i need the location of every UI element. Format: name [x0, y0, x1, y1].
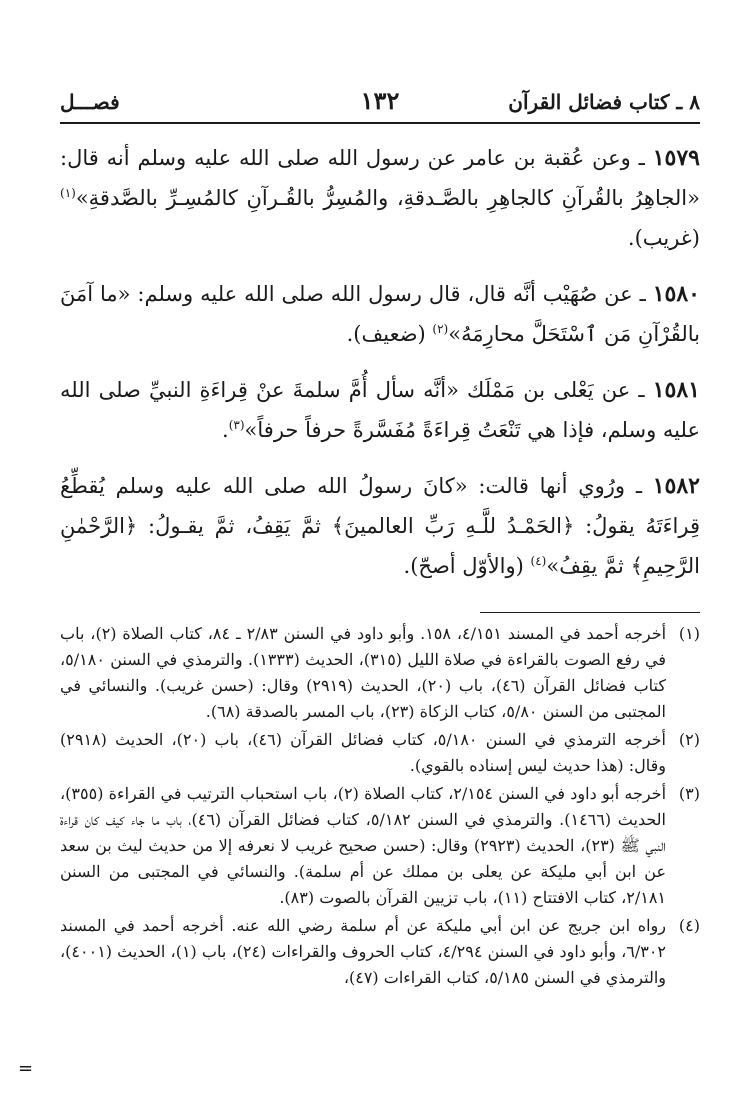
footnote-number: (٢) [678, 730, 700, 749]
hadith-text: ـ عن يَعْلى بن مَمْلَك «أنَّه سأل أُمَّ سلمةَ عنْ قِراءَةِ النبيِّ صلى الله عليه وسلم، فإذا هي تَنْعَتُ قِراءَةً مُفَسَّرةً حرفاً حرفاً» [60, 378, 700, 442]
chapter-title: ٨ ـ كتاب فضائل القرآن [508, 90, 700, 114]
footnote [60, 913, 700, 991]
footnote-divider [480, 612, 700, 613]
footnote-text: أخرجه أبو داود في السنن ٢/١٥٤، كتاب الصلاة (٢)، باب استحباب الترتيب في القراءة (٣٥٥)، الحديث (١٤٦٦). والترمذي في السنن ٥/١٨٢، كتاب فضائل القرآن (٤٦)، باب ما جاء كيف كان قراءة النبي ﷺ (٢٣)، الحديث (٢٩٢٣) وقال: (حسن صحيح غريب لا نعرفه إلا من حديث ليث بن سعد عن ابن أبي مليكة عن يعلى بن مملك عن أم سلمة). والنسائي في المجتبى من السنن ٢/١٨١، كتاب الافتتاح (١١)، باب تزيين القرآن بالصوت (٨٣). [60, 784, 667, 907]
page [60, 88, 700, 993]
footnote [60, 727, 700, 779]
footnote-ref[interactable]: (١) [60, 186, 76, 200]
footnote-text: أخرجه أحمد في المسند ٤/١٥١، ١٥٨. وأبو داود في السنن ٢/٨٣ ـ ٨٤، كتاب الصلاة (٢)، باب في رفع الصوت بالقراءة في صلاة الليل (٣١٥)، الحديث (١٣٣٣). والترمذي في السنن ٥/١٨٠، كتاب فضائل القرآن (٤٦)، باب (٢٠)، الحديث (٢٩١٩) وقال: (حسن غريب). والنسائي في المجتبى من السنن ٥/٨٠، كتاب الزكاة (٢٣)، باب المسر بالصدقة (٦٨). [60, 624, 667, 721]
hadith-grade: (ضعيف). [346, 322, 433, 346]
hadith-1581 [60, 370, 700, 450]
footnote-text: رواه ابن جريج عن ابن أبي مليكة عن أم سلمة رضي الله عنه. أخرجه أحمد في المسند ٦/٣٠٢، وأبو داود في السنن ٤/٢٩٤، كتاب الحروف والقراءات (٢٤)، باب (١)، الحديث (٤٠٠١)، والترمذي في السنن ٥/١٨٥، كتاب القراءات (٤٧)، [60, 916, 666, 987]
hadith-number: ١٥٨٢ [652, 473, 700, 499]
footnote-ref[interactable]: (٣) [228, 418, 245, 432]
continuation-mark: = [18, 1058, 34, 1079]
footnote-ref[interactable]: (٢) [432, 322, 449, 336]
footnote [60, 621, 700, 725]
footnote-number: (٣) [678, 784, 700, 803]
hadith-number: ١٥٨١ [652, 377, 700, 403]
hadith-number: ١٥٧٩ [652, 145, 700, 171]
footnote-number: (٤) [678, 916, 700, 935]
hadith-grade: (والأوّل أصحّ). [403, 554, 531, 578]
hadith-text: ـ عن صُهَيْب أنَّه قال، قال رسول الله صلى الله عليه وسلم: «ما آمَنَ بالقُرْآنِ مَن ٱسْتَحَلَّ محارِمَهُ» [60, 282, 700, 346]
hadith-grade: . [222, 418, 229, 442]
hadith-1580 [60, 274, 700, 354]
hadith-text: ـ وعن عُقبة بن عامر عن رسول الله صلى الله عليه وسلم أنه قال: «الجاهِرُ بالقُرآنِ كالجاهِرِ بالصَّـدقةِ، والمُسِرُّ بالقُـرآنِ كالمُسِـرِّ بالصَّدقةِ» [60, 146, 700, 210]
running-header [60, 88, 700, 124]
hadith-1582 [60, 466, 700, 586]
footnotes [60, 621, 700, 991]
section-title: فصـــل [60, 90, 120, 114]
hadith-1579 [60, 138, 700, 258]
page-number: ١٣٢ [360, 86, 400, 115]
hadith-grade: (غريب). [627, 226, 700, 250]
hadith-text: ـ ورُوي أنها قالت: «كانَ رسولُ الله صلى الله عليه وسلم يُقطِّعُ قِراءَتَهُ يقولُ: ﴿الحَمْـدُ للَّـهِ رَبِّ العالمينَ﴾ ثمَّ يَقِفُ، ثمَّ يقـولُ: ﴿الرَّحْمٰنِ الرَّحِيمِ﴾ ثمَّ يقِفُ» [60, 474, 700, 578]
footnote-number: (١) [678, 624, 700, 643]
hadith-number: ١٥٨٠ [652, 281, 700, 307]
footnote-text: أخرجه الترمذي في السنن ٥/١٨٠، كتاب فضائل القرآن (٤٦)، باب (٢٠)، الحديث (٢٩١٨) وقال: (هذا حديث ليس إسناده بالقوي). [60, 730, 666, 775]
footnote [60, 781, 700, 911]
footnote-ref[interactable]: (٤) [530, 554, 547, 568]
